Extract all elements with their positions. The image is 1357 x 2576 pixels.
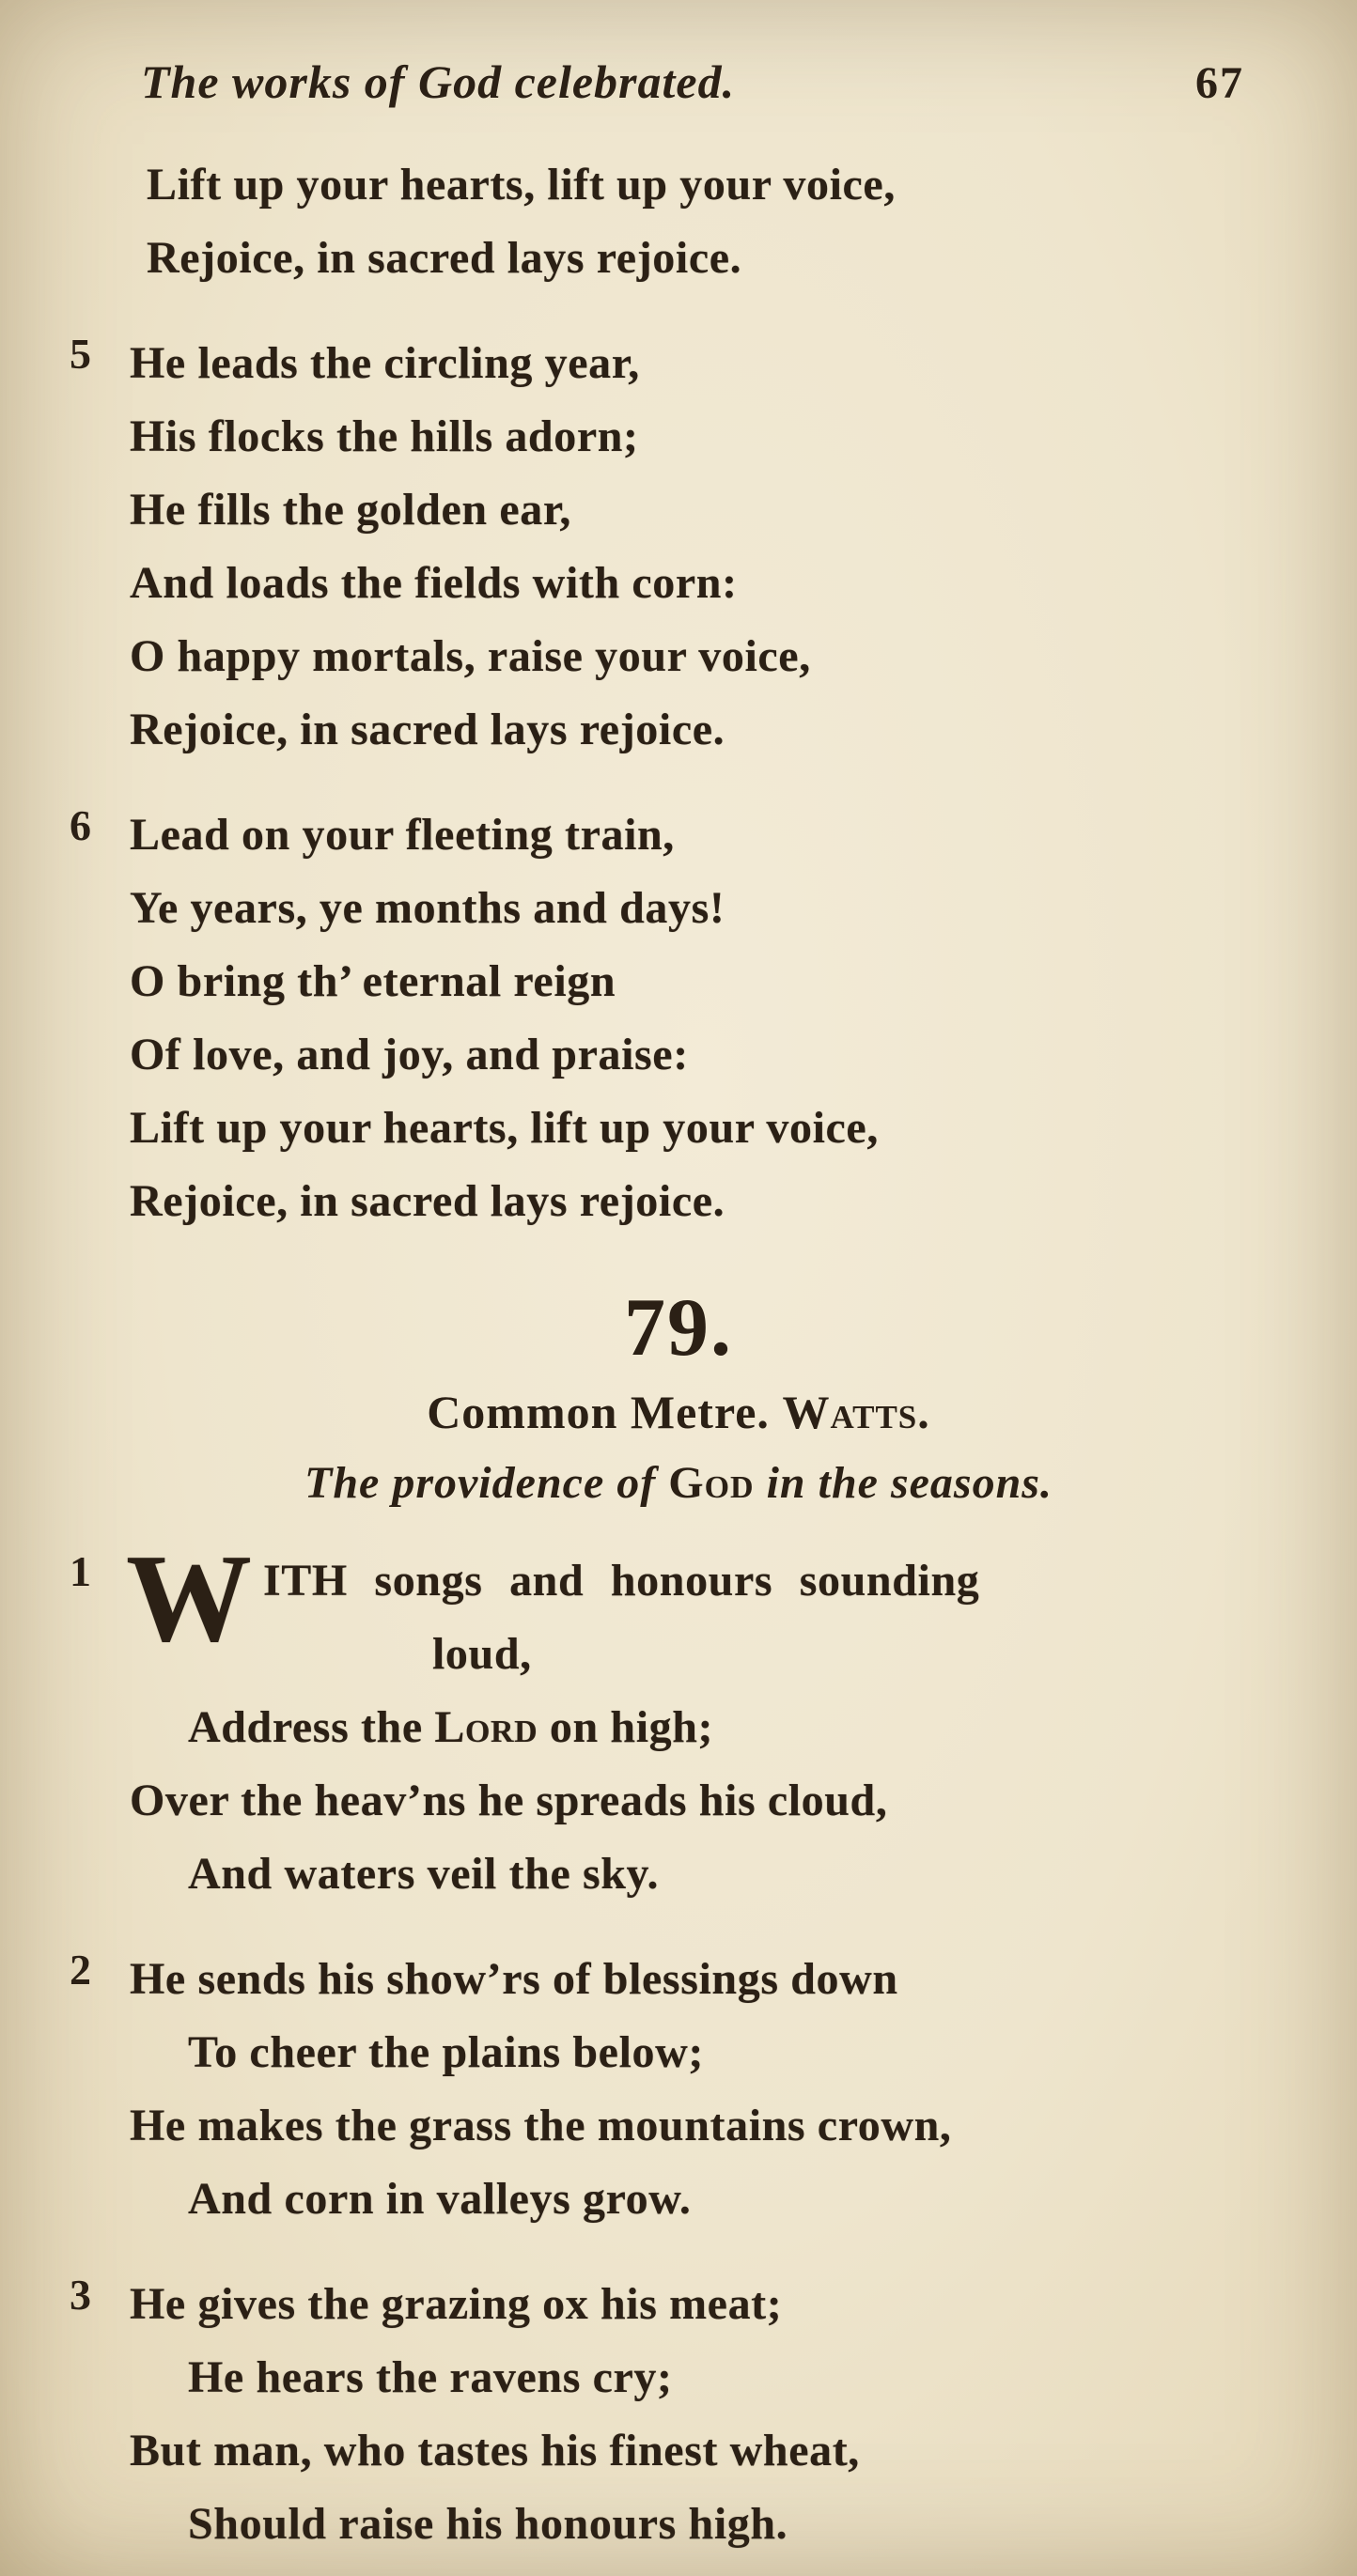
hymn-line [188, 1691, 1301, 1764]
hymn-continuation [56, 148, 1301, 1238]
verse-number: 2 [70, 1946, 91, 1994]
drop-cap: W [126, 1529, 252, 1668]
hymn-subtitle [56, 1447, 1301, 1520]
hymn-line: He hears the ravens cry; [188, 2352, 673, 2402]
running-title: The works of God celebrated. [141, 55, 736, 108]
hymn-line: Rejoice, in sacred lays rejoice. [130, 705, 725, 754]
subtitle-god: God [668, 1458, 755, 1508]
hymn-line: Should raise his honours high. [188, 2499, 788, 2549]
verse-number: 3 [70, 2271, 91, 2319]
hymn-line: And waters veil the sky. [188, 1849, 660, 1899]
verse-3 [56, 2268, 1301, 2561]
line-text: on high; [538, 1702, 714, 1752]
hymn-line: To cheer the plains below; [188, 2027, 704, 2077]
hymn-line: He gives the grazing ox his meat; [130, 2279, 783, 2329]
verse-5 [56, 327, 1301, 767]
hymn-line: O happy mortals, raise your voice, [130, 631, 811, 681]
hymn-line: Lift up your hearts, lift up your voice, [147, 160, 896, 209]
hymn-line: Ye years, ye months and days! [130, 883, 725, 933]
verse-number: 5 [70, 330, 91, 378]
meter-label: Common Metre. [427, 1386, 770, 1438]
page-number: 67 [1195, 58, 1244, 108]
lord-smallcaps: Lord [434, 1702, 538, 1752]
hymn-line: Over the heav’ns he spreads his cloud, [130, 1776, 888, 1825]
hymn-line: He sends his show’rs of blessings down [130, 1954, 898, 2004]
hymn-79 [56, 1280, 1301, 2561]
hymn-line: But man, who tastes his finest wheat, [130, 2426, 860, 2475]
author-name: Watts. [782, 1386, 930, 1438]
hymn-line: Lift up your hearts, lift up your voice, [130, 1103, 879, 1153]
hymn-line: He makes the grass the mountains crown, [130, 2101, 952, 2150]
hymn-line: He fills the golden ear, [130, 485, 571, 535]
hymn-line: Rejoice, in sacred lays rejoice. [130, 1176, 725, 1226]
verse-1 [56, 1529, 1301, 1911]
hymn-line: loud, [432, 1629, 532, 1679]
hymn-line: O bring th’ eternal reign [130, 956, 616, 1006]
meter-and-author [56, 1377, 1301, 1447]
hymn-line: ITH songs and honours sounding [263, 1556, 980, 1606]
verse-2 [56, 1943, 1301, 2236]
verse-number: 6 [70, 801, 91, 849]
verse-6 [56, 799, 1301, 1238]
hymn-line: His flocks the hills adorn; [130, 411, 639, 461]
hymn-line: Lead on your fleeting train, [130, 810, 675, 860]
hymn-line: And corn in valleys grow. [188, 2174, 692, 2224]
hymn-heading [56, 1280, 1301, 1520]
refrain-stanza [56, 148, 1301, 295]
hymn-line: And loads the fields with corn: [130, 558, 738, 608]
hymn-line: He leads the circling year, [130, 338, 640, 388]
page-header [56, 54, 1301, 109]
subtitle-text: in the seasons. [754, 1458, 1053, 1508]
line-text: Address the [188, 1702, 435, 1752]
subtitle-text: The providence of [304, 1458, 669, 1508]
hymn-line: Of love, and joy, and praise: [130, 1030, 689, 1079]
hymn-number: 79. [624, 1282, 733, 1373]
hymn-line: Rejoice, in sacred lays rejoice. [147, 233, 742, 283]
verse-number: 1 [70, 1547, 91, 1595]
